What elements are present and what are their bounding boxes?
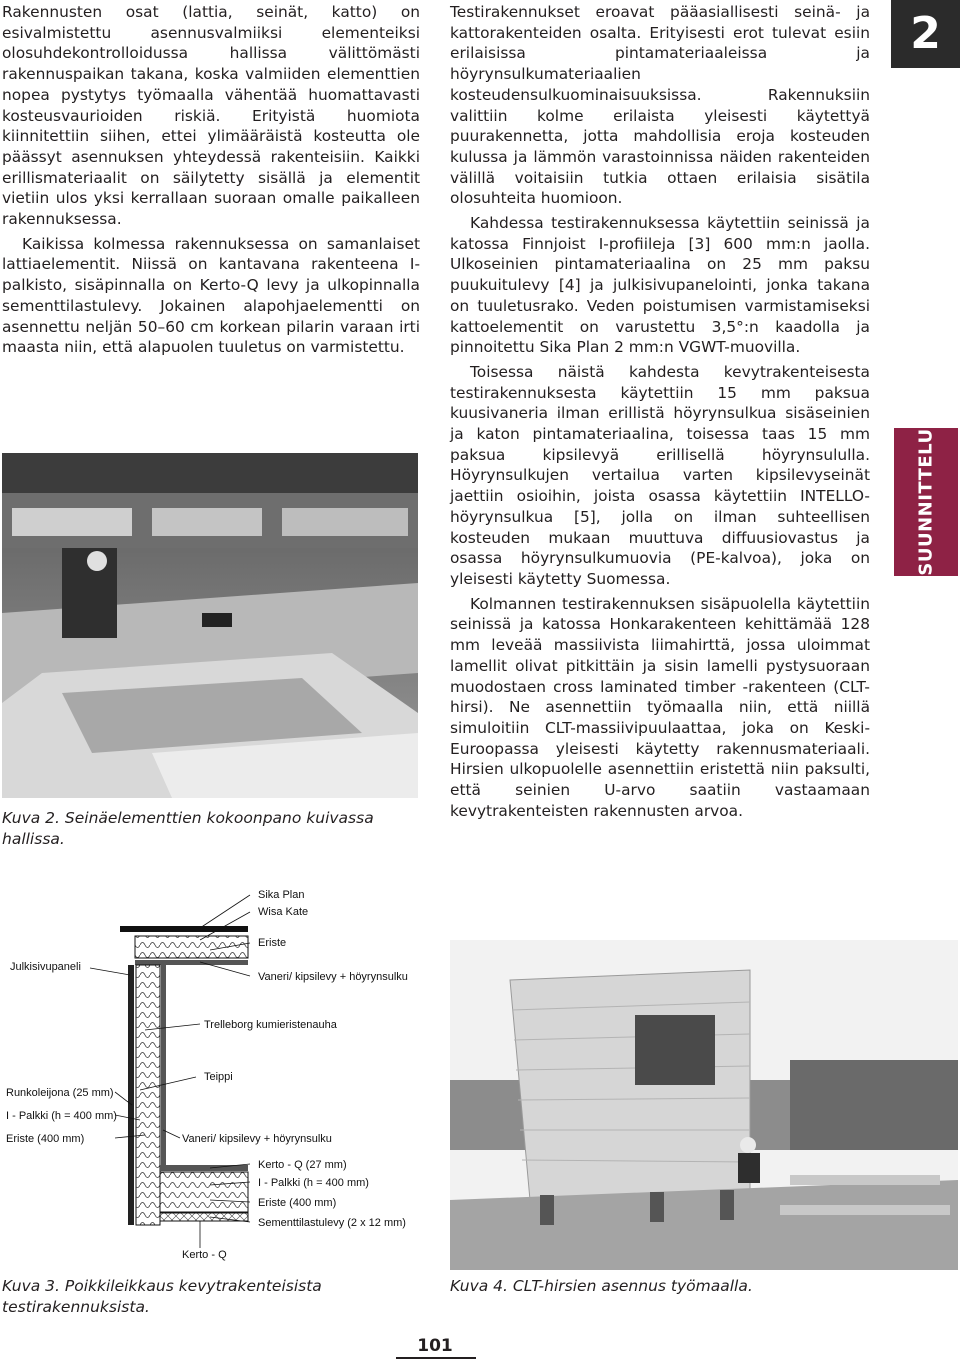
label-julkisivupaneli: Julkisivupaneli [10,961,81,973]
left-column [2,2,420,362]
label-runkoleijona: Runkoleijona (25 mm) [6,1087,114,1099]
label-kerto-q-bottom: Kerto - Q [182,1249,227,1261]
paragraph: Testirakennukset eroavat pääasiallisesti seinä- ja kattorakenteiden osalta. Erityisesti erot tulevat esiin erilaisissa pintamateriaaleissa ja höyrynsulkumateriaalien kosteudensulkuominaisuuksissa. Rakennuksiin valittiin kolme erilaista yleisesti käytettyä puurakennetta, jotta mahdollisia eroja kosteuden kulussa ja lämmön varastoinnissa näiden rakenteiden välillä voitaisiin tutkia ottaen erilaisia sisätila olosuhteita huomioon. [450,3,870,208]
chapter-tab [894,428,958,576]
label-sika-plan: Sika Plan [258,889,305,901]
paragraph: Kaikissa kolmessa rakennuksessa on samanlaiset lattiaelementit. Niissä on kantavana rakenteena I-palkisto, sisäpinnalla on Kerto-Q levy ja ulkopinnalla sementtilastulevy. Jokainen alapohjaelementti on asennettu neljän 50–60 cm korkean pilarin varaan irti maasta niin, että alapuolen tuuletus on varmistettu. [2,234,420,357]
label-i-palkki-floor: I - Palkki (h = 400 mm) [258,1177,369,1189]
paragraph: Rakennusten osat (lattia, seinät, katto) on esivalmistettu asennusvalmiiksi elementeiksi olosuhdekontrolloidussa hallissa välittömästi rakennuspaikan takana, koska valmiiden elementtien nopea pystytys työmaalla vähentää huomattavasti kosteusvaurioiden riskiä. Erityistä huomiota kiinnitettiin siihen, ettei ylimääräistä kosteutta ole päässyt asennuksen yhteydessä rakenteisiin. Kaikki erillismateriaalit on säilytetty sisällä ja elementit vietiin ulos yksi kerrallaan suoraan omalle paikalleen rakennuksessa. [2,3,420,229]
hall-assembly-photo [2,453,418,798]
label-eriste-floor: Eriste (400 mm) [258,1197,337,1209]
label-eriste-wall: Eriste (400 mm) [6,1133,85,1145]
figure-caption-kuva4: Kuva 4. CLT-hirsien asennus työmaalla. [450,1277,753,1295]
paragraph: Kahdessa testirakennuksessa käytettiin seinissä ja katossa Finnjoist I-profiileja [3] 600 mm:n jaolla. Ulkoseinien pintamateriaalina on 25 mm paksu puukuitulevy [4] ja julkisivupanelointi, jonka takana on tuuletusrako. Veden poistumisen varmistamiseksi kattoelementit on varustettu 3,5°:n kaadolla ja pinnoitettu Sika Plan 2 mm:n VGWT-muovilla. [450,214,870,357]
label-trelleborg: Trelleborg kumieristenauha [204,1019,337,1031]
chapter-number: 2 [891,0,960,68]
facade-panel [128,965,134,1225]
label-teippi: Teippi [204,1071,233,1083]
figure-caption-kuva3: Kuva 3. Poikkileikkaus kevytrakenteisista testirakennuksista. [2,1277,322,1316]
page-number-rule [396,1357,476,1359]
wall-insulation [136,965,160,1225]
right-column [450,2,870,825]
label-vaneri-top: Vaneri/ kipsilevy + höyrynsulku [258,971,408,983]
roof-board [135,960,248,965]
label-i-palkki-wall: I - Palkki (h = 400 mm) [6,1110,117,1122]
label-eriste-top: Eriste [258,937,287,949]
roof-insulation [135,936,248,958]
label-kerto-q-27: Kerto - Q (27 mm) [258,1159,347,1171]
label-wisa-kate: Wisa Kate [258,906,309,918]
floor-insulation [160,1172,248,1212]
roof-membrane [120,926,248,932]
paragraph: Kolmannen testirakennuksen sisäpuolella käytettiin seinissä ja katossa Honkarakenteen kehittämää 128 mm leveää massiivista liimahirttä, jossa uloimmat lamellit olivat pitkittäin ja sisin lamelli pystysuoraan muodostaen cross laminated timber -rakenteen (CLT-hirsi). Ne asennettiin työmaalla niin, että niillä simuloitiin CLT-massiivipuulaattaa, joka on Keski-Euroopassa yleisesti käytetty rakennusmateriaali. Hirsien ulkopuolelle asennettiin eristettä niin paksulti, että seinien U-arvo saatiin vastaamaan kevytrakenteisten rakennusten arvoa. [450,594,870,820]
page-number: 101 [417,1336,453,1356]
cross-section-diagram [0,880,430,1270]
label-sementtilastulevy: Sementtilastulevy (2 x 12 mm) [258,1217,406,1229]
chapter-tab-label: SUUNNITTELU [915,428,937,576]
wall-board [161,965,166,1165]
figure-caption-kuva2: Kuva 2. Seinäelementtien kokoonpano kuivassa hallissa. [2,809,374,848]
clt-site-photo [450,940,958,1270]
label-vaneri-mid: Vaneri/ kipsilevy + höyrynsulku [182,1133,332,1145]
paragraph: Toisessa näistä kahdesta kevytrakenteisesta testirakennuksesta käytettiin 15 mm paksua kuusivaneria ilman erillistä höyrynsulkua sisäseinien ja katon pintamateriaalina, toisessa taas 15 mm paksua kipsilevyä erillisellä höyrynsululla. Höyrynsulkujen vertailua varten kipsilevyseinät jaettiin osioihin, joista osassa käytettiin INTELLO-höyrynsulkua [5], jolla on ilman suhteellisen kosteuden mukaan muuttuva diffuusiovastus ja osassa höyrynsulkumuovia (PE-kalvoa), joka on yleisesti käytetty Suomessa. [450,362,870,588]
